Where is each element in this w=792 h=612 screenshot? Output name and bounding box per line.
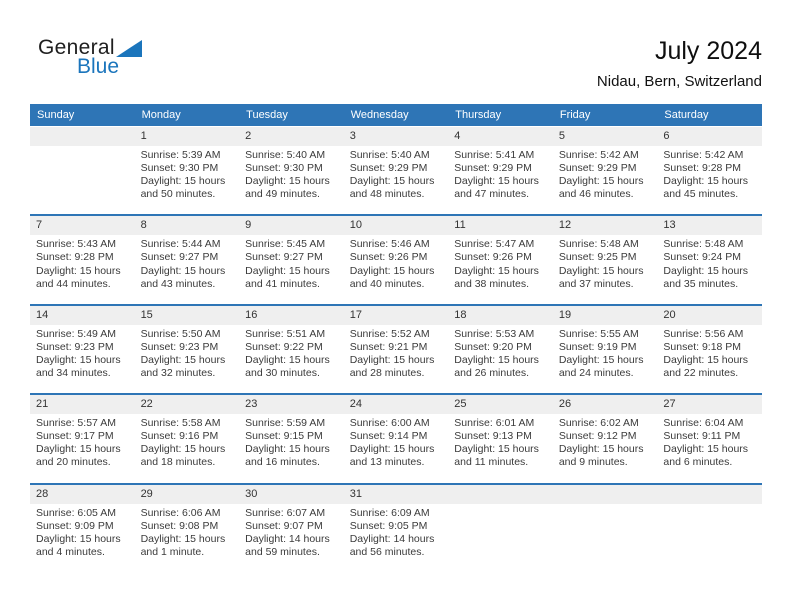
empty-day-number xyxy=(657,485,762,504)
daylight-line1-text: Daylight: 15 hours xyxy=(558,353,644,366)
sunset-text: Sunset: 9:28 PM xyxy=(36,251,114,264)
day-cell-29 xyxy=(135,506,240,559)
daylight-line2-text: and 9 minutes. xyxy=(558,456,628,469)
calendar-table xyxy=(30,104,762,572)
day-number-band xyxy=(30,485,762,504)
day-cell-16 xyxy=(239,327,344,380)
daylight-line2-text: and 37 minutes. xyxy=(558,277,634,290)
sunset-text: Sunset: 9:26 PM xyxy=(454,251,532,264)
day-number-9: 9 xyxy=(245,219,252,232)
sunrise-text: Sunrise: 5:41 AM xyxy=(454,149,535,161)
day-number-23: 23 xyxy=(245,398,258,411)
sunrise-text: Sunrise: 5:43 AM xyxy=(36,238,116,251)
day-cell-1 xyxy=(135,148,240,201)
sunset-text: Sunset: 9:19 PM xyxy=(558,340,637,353)
sunset-text: Sunset: 9:27 PM xyxy=(140,251,219,264)
day-cell-11 xyxy=(448,237,553,290)
daylight-line1-text: Daylight: 14 hours xyxy=(245,532,330,545)
day-cell-5 xyxy=(553,148,658,201)
sunrise-text: Sunrise: 5:42 AM xyxy=(663,149,744,161)
empty-day-number xyxy=(30,127,135,146)
daylight-line2-text: and 50 minutes. xyxy=(140,188,216,201)
logo-text-blue: Blue xyxy=(77,55,120,78)
sunrise-text: Sunrise: 5:42 AM xyxy=(558,149,639,161)
day-cell-21 xyxy=(30,416,135,469)
daylight-line1-text: Daylight: 15 hours xyxy=(140,532,226,545)
daylight-line2-text: and 26 minutes. xyxy=(454,367,529,380)
daylight-line1-text: Daylight: 15 hours xyxy=(349,264,435,277)
daylight-line1-text: Daylight: 15 hours xyxy=(245,443,330,456)
weekday-header-sunday: Sunday xyxy=(37,109,75,121)
sunrise-text: Sunrise: 6:06 AM xyxy=(140,506,221,519)
day-cell-4 xyxy=(448,148,553,201)
day-cell-19 xyxy=(553,327,658,380)
daylight-line2-text: and 44 minutes. xyxy=(36,277,111,290)
daylight-line2-text: and 13 minutes. xyxy=(349,456,425,469)
day-number-3: 3 xyxy=(349,130,356,142)
day-number-20: 20 xyxy=(663,308,676,321)
daylight-line1-text: Daylight: 15 hours xyxy=(349,175,435,188)
daylight-line2-text: and 47 minutes. xyxy=(454,188,529,201)
daylight-line2-text: and 56 minutes. xyxy=(349,545,425,558)
week-row-1 xyxy=(30,127,762,214)
sunset-text: Sunset: 9:24 PM xyxy=(663,251,742,264)
day-number-24: 24 xyxy=(349,398,362,411)
sunrise-text: Sunrise: 6:02 AM xyxy=(558,417,639,430)
logo-text-general: General xyxy=(38,36,115,59)
daylight-line2-text: and 1 minute. xyxy=(140,545,205,558)
sunset-text: Sunset: 9:21 PM xyxy=(349,340,428,353)
sunset-text: Sunset: 9:29 PM xyxy=(558,162,637,175)
daylight-line2-text: and 46 minutes. xyxy=(558,188,634,201)
daylight-line2-text: and 6 minutes. xyxy=(663,456,733,469)
day-cell-28 xyxy=(30,506,135,559)
daylight-line1-text: Daylight: 15 hours xyxy=(558,175,644,188)
daylight-line1-text: Daylight: 15 hours xyxy=(36,353,121,366)
sunrise-text: Sunrise: 5:53 AM xyxy=(454,327,535,340)
sunrise-text: Sunrise: 5:55 AM xyxy=(558,327,639,340)
daylight-line2-text: and 43 minutes. xyxy=(140,277,216,290)
sunrise-text: Sunrise: 5:52 AM xyxy=(349,327,430,340)
sunset-text: Sunset: 9:29 PM xyxy=(349,162,428,175)
sunrise-text: Sunrise: 5:50 AM xyxy=(140,327,221,340)
daylight-line1-text: Daylight: 15 hours xyxy=(558,443,644,456)
day-number-25: 25 xyxy=(454,398,467,411)
sunrise-text: Sunrise: 5:51 AM xyxy=(245,327,326,340)
daylight-line2-text: and 4 minutes. xyxy=(36,545,105,558)
day-cell-27 xyxy=(657,416,762,469)
sunset-text: Sunset: 9:23 PM xyxy=(140,340,219,353)
sunrise-text: Sunrise: 5:48 AM xyxy=(663,238,744,251)
daylight-line1-text: Daylight: 15 hours xyxy=(349,443,435,456)
day-number-7: 7 xyxy=(36,219,43,232)
daylight-line1-text: Daylight: 15 hours xyxy=(663,443,749,456)
sunset-text: Sunset: 9:11 PM xyxy=(663,430,741,443)
day-number-21: 21 xyxy=(36,398,49,411)
empty-day-cell xyxy=(30,148,135,201)
daylight-line1-text: Daylight: 15 hours xyxy=(36,264,121,277)
daylight-line1-text: Daylight: 15 hours xyxy=(663,264,749,277)
daylight-line1-text: Daylight: 15 hours xyxy=(454,353,539,366)
day-cell-10 xyxy=(344,237,449,290)
day-cell-9 xyxy=(239,237,344,290)
day-cell-14 xyxy=(30,327,135,380)
week-row-3 xyxy=(30,304,762,393)
day-cell-18 xyxy=(448,327,553,380)
weekday-header-friday: Friday xyxy=(559,109,591,121)
logo-triangle-icon xyxy=(116,40,142,57)
day-number-band xyxy=(30,216,762,235)
sunset-text: Sunset: 9:15 PM xyxy=(245,430,323,443)
daylight-line2-text: and 11 minutes. xyxy=(454,456,529,469)
day-content-row xyxy=(30,325,762,393)
sunrise-text: Sunrise: 6:00 AM xyxy=(349,417,430,430)
weekday-header-wednesday: Wednesday xyxy=(350,109,409,121)
sunset-text: Sunset: 9:17 PM xyxy=(36,430,114,443)
daylight-line1-text: Daylight: 15 hours xyxy=(140,175,226,188)
day-number-5: 5 xyxy=(558,130,565,142)
daylight-line2-text: and 22 minutes. xyxy=(663,367,739,380)
weekday-header-thursday: Thursday xyxy=(455,109,502,121)
day-content-row xyxy=(30,235,762,303)
day-content-row xyxy=(30,146,762,214)
day-cell-22 xyxy=(135,416,240,469)
sunrise-text: Sunrise: 5:40 AM xyxy=(245,149,326,161)
daylight-line1-text: Daylight: 15 hours xyxy=(140,264,226,277)
day-number-11: 11 xyxy=(454,219,466,232)
daylight-line1-text: Daylight: 15 hours xyxy=(245,353,330,366)
sunset-text: Sunset: 9:29 PM xyxy=(454,162,532,175)
sunrise-text: Sunrise: 6:01 AM xyxy=(454,417,535,430)
sunrise-text: Sunrise: 5:59 AM xyxy=(245,417,326,430)
day-cell-20 xyxy=(657,327,762,380)
sunrise-text: Sunrise: 5:44 AM xyxy=(140,238,221,251)
calendar-grid xyxy=(30,127,762,572)
day-cell-8 xyxy=(135,237,240,290)
sunrise-text: Sunrise: 5:58 AM xyxy=(140,417,221,430)
daylight-line2-text: and 24 minutes. xyxy=(558,367,634,380)
day-cell-23 xyxy=(239,416,344,469)
day-number-8: 8 xyxy=(140,219,147,232)
day-number-19: 19 xyxy=(558,308,572,321)
weekday-header-row xyxy=(30,104,762,126)
sunrise-text: Sunrise: 6:07 AM xyxy=(245,506,326,519)
sunrise-text: Sunrise: 6:09 AM xyxy=(349,506,430,519)
sunrise-text: Sunrise: 6:05 AM xyxy=(36,506,116,519)
day-cell-12 xyxy=(553,237,658,290)
empty-day-cell xyxy=(657,506,762,559)
daylight-line1-text: Daylight: 15 hours xyxy=(140,443,226,456)
week-row-2 xyxy=(30,214,762,303)
daylight-line2-text: and 16 minutes. xyxy=(245,456,320,469)
day-number-13: 13 xyxy=(663,219,676,232)
empty-day-number xyxy=(448,485,553,504)
sunrise-text: Sunrise: 5:48 AM xyxy=(558,238,639,251)
daylight-line2-text: and 41 minutes. xyxy=(245,277,320,290)
day-number-10: 10 xyxy=(349,219,362,232)
sunrise-text: Sunrise: 5:57 AM xyxy=(36,417,116,430)
sunset-text: Sunset: 9:28 PM xyxy=(663,162,742,175)
day-number-22: 22 xyxy=(140,398,153,411)
sunrise-text: Sunrise: 5:45 AM xyxy=(245,238,326,251)
day-number-6: 6 xyxy=(663,130,670,142)
daylight-line2-text: and 35 minutes. xyxy=(663,277,739,290)
day-content-row xyxy=(30,414,762,482)
day-number-16: 16 xyxy=(245,308,258,321)
sunset-text: Sunset: 9:26 PM xyxy=(349,251,428,264)
daylight-line2-text: and 28 minutes. xyxy=(349,367,425,380)
sunset-text: Sunset: 9:13 PM xyxy=(454,430,532,443)
sunset-text: Sunset: 9:18 PM xyxy=(663,340,742,353)
day-cell-24 xyxy=(344,416,449,469)
week-row-4 xyxy=(30,393,762,482)
daylight-line2-text: and 38 minutes. xyxy=(454,277,529,290)
sunset-text: Sunset: 9:08 PM xyxy=(140,519,219,532)
day-number-4: 4 xyxy=(454,130,461,142)
day-cell-6 xyxy=(657,148,762,201)
weekday-header-tuesday: Tuesday xyxy=(246,109,288,121)
title-block xyxy=(597,38,762,90)
daylight-line2-text: and 45 minutes. xyxy=(663,188,739,201)
daylight-line1-text: Daylight: 15 hours xyxy=(36,443,121,456)
day-cell-15 xyxy=(135,327,240,380)
daylight-line2-text: and 20 minutes. xyxy=(36,456,111,469)
sunrise-text: Sunrise: 5:46 AM xyxy=(349,238,430,251)
day-cell-3 xyxy=(344,148,449,201)
general-blue-logo xyxy=(38,36,142,78)
sunrise-text: Sunrise: 5:47 AM xyxy=(454,238,535,251)
daylight-line1-text: Daylight: 15 hours xyxy=(140,353,226,366)
daylight-line1-text: Daylight: 15 hours xyxy=(454,264,539,277)
empty-day-number xyxy=(553,485,658,504)
daylight-line2-text: and 18 minutes. xyxy=(140,456,216,469)
day-number-band xyxy=(30,395,762,414)
daylight-line1-text: Daylight: 15 hours xyxy=(245,264,330,277)
daylight-line1-text: Daylight: 15 hours xyxy=(454,443,539,456)
day-cell-26 xyxy=(553,416,658,469)
daylight-line2-text: and 30 minutes. xyxy=(245,367,320,380)
daylight-line2-text: and 59 minutes. xyxy=(245,545,320,558)
day-number-band xyxy=(30,306,762,325)
empty-day-cell xyxy=(448,506,553,559)
day-number-1: 1 xyxy=(140,130,147,142)
sunset-text: Sunset: 9:23 PM xyxy=(36,340,114,353)
sunrise-text: Sunrise: 6:04 AM xyxy=(663,417,744,430)
day-number-12: 12 xyxy=(558,219,572,232)
day-number-26: 26 xyxy=(558,398,572,411)
sunset-text: Sunset: 9:12 PM xyxy=(558,430,637,443)
day-number-30: 30 xyxy=(245,487,258,500)
daylight-line2-text: and 34 minutes. xyxy=(36,367,111,380)
daylight-line1-text: Daylight: 15 hours xyxy=(349,353,435,366)
daylight-line1-text: Daylight: 15 hours xyxy=(558,264,644,277)
weekday-header-monday: Monday xyxy=(141,109,181,121)
daylight-line2-text: and 48 minutes. xyxy=(349,188,425,201)
location-subtitle: Nidau, Bern, Switzerland xyxy=(596,73,762,90)
sunrise-text: Sunrise: 5:40 AM xyxy=(349,149,430,161)
sunset-text: Sunset: 9:09 PM xyxy=(36,519,114,532)
daylight-line1-text: Daylight: 15 hours xyxy=(245,175,330,188)
day-number-band xyxy=(30,127,762,146)
sunset-text: Sunset: 9:07 PM xyxy=(245,519,323,532)
day-number-17: 17 xyxy=(349,308,362,321)
sunset-text: Sunset: 9:30 PM xyxy=(140,162,219,175)
sunset-text: Sunset: 9:14 PM xyxy=(349,430,428,443)
day-number-29: 29 xyxy=(140,487,153,500)
sunset-text: Sunset: 9:27 PM xyxy=(245,251,323,264)
empty-day-cell xyxy=(553,506,658,559)
day-cell-7 xyxy=(30,237,135,290)
daylight-line1-text: Daylight: 14 hours xyxy=(349,532,435,545)
day-number-2: 2 xyxy=(245,130,252,142)
day-cell-31 xyxy=(344,506,449,559)
day-cell-13 xyxy=(657,237,762,290)
daylight-line1-text: Daylight: 15 hours xyxy=(663,175,749,188)
day-number-31: 31 xyxy=(349,487,362,500)
day-cell-30 xyxy=(239,506,344,559)
sunset-text: Sunset: 9:16 PM xyxy=(140,430,219,443)
day-cell-17 xyxy=(344,327,449,380)
daylight-line1-text: Daylight: 15 hours xyxy=(663,353,749,366)
month-title: July 2024 xyxy=(654,37,762,65)
day-content-row xyxy=(30,504,762,572)
day-number-14: 14 xyxy=(36,308,49,321)
weekday-header-saturday: Saturday xyxy=(664,109,709,121)
sunset-text: Sunset: 9:20 PM xyxy=(454,340,532,353)
daylight-line2-text: and 40 minutes. xyxy=(349,277,425,290)
day-number-27: 27 xyxy=(663,398,676,411)
sunrise-text: Sunrise: 5:39 AM xyxy=(140,149,221,161)
day-cell-25 xyxy=(448,416,553,469)
day-number-15: 15 xyxy=(140,308,153,321)
sunrise-text: Sunrise: 5:49 AM xyxy=(36,327,116,340)
sunset-text: Sunset: 9:22 PM xyxy=(245,340,323,353)
sunset-text: Sunset: 9:30 PM xyxy=(245,162,323,175)
daylight-line2-text: and 32 minutes. xyxy=(140,367,216,380)
daylight-line1-text: Daylight: 15 hours xyxy=(454,175,539,188)
sunrise-text: Sunrise: 5:56 AM xyxy=(663,327,744,340)
daylight-line2-text: and 49 minutes. xyxy=(245,188,320,201)
week-row-5 xyxy=(30,483,762,572)
sunset-text: Sunset: 9:25 PM xyxy=(558,251,637,264)
day-number-18: 18 xyxy=(454,308,467,321)
sunset-text: Sunset: 9:05 PM xyxy=(349,519,428,532)
daylight-line1-text: Daylight: 15 hours xyxy=(36,532,121,545)
day-number-28: 28 xyxy=(36,487,49,500)
day-cell-2 xyxy=(239,148,344,201)
